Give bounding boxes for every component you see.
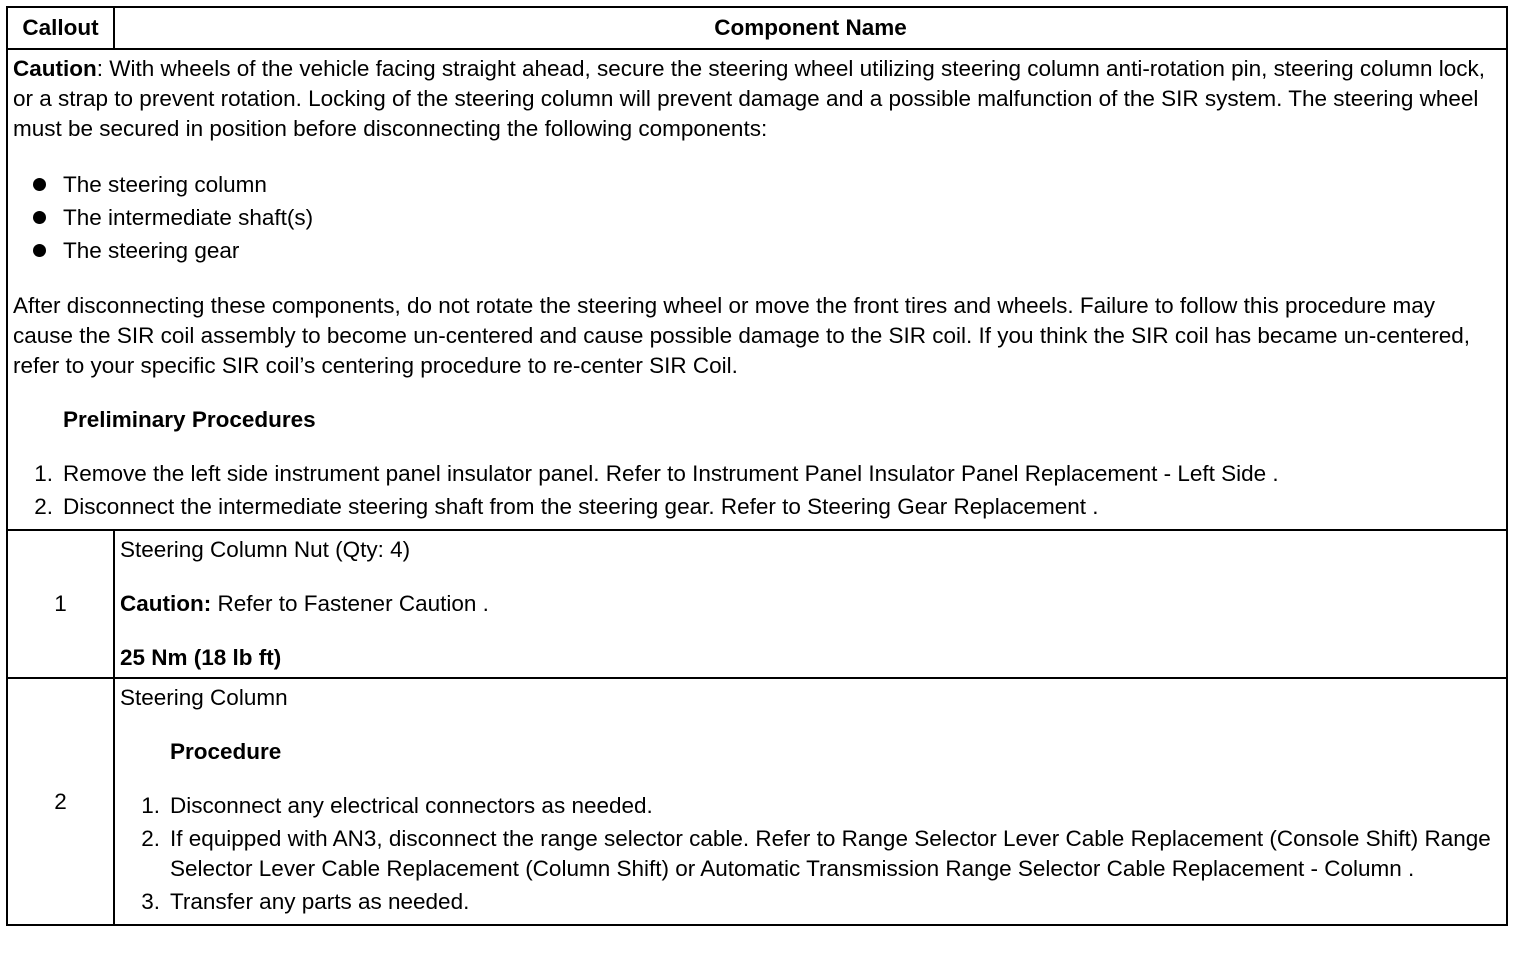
caution-after-paragraph: After disconnecting these components, do not rotate the steering wheel or move the front tires and wheels. Failure to follow this procedure may cause the SIR coil assembly to become un-centered and cause possible damage to the SIR coil. If you think the SIR coil has became un-centered, refer to your specific SIR coil’s centering procedure to re-center SIR Coil. xyxy=(13,293,1471,378)
procedure-heading: Procedure xyxy=(170,739,282,764)
step-text: Transfer any parts as needed. xyxy=(170,889,470,914)
list-item xyxy=(13,492,1500,522)
callout-table xyxy=(6,6,1508,926)
caution-label: Caution xyxy=(13,56,97,81)
callout-number: 2 xyxy=(7,678,114,925)
caution-row xyxy=(7,49,1507,530)
list-item: The steering gear xyxy=(13,234,1500,267)
step-text: If equipped with AN3, disconnect the range selector cable. Refer to Range Selector Lever Cable Replacement (Console Shift) Range Selector Lever Cable Replacement (Column Shift) or Automatic Transmission Range Selector Cable Replacement - Column . xyxy=(170,826,1491,881)
torque-spec xyxy=(120,643,1500,673)
torque-value: 25 Nm (18 lb ft) xyxy=(120,645,282,670)
preliminary-procedures-heading: Preliminary Procedures xyxy=(63,407,316,432)
preliminary-steps-list xyxy=(13,459,1500,522)
step-text: Disconnect the intermediate steering shaft from the steering gear. Refer to Steering Gear Replacement . xyxy=(63,494,1099,519)
step-number: 3. xyxy=(141,889,160,914)
caution-text: : With wheels of the vehicle facing straight ahead, secure the steering wheel utilizing steering column anti-rotation pin, steering column lock, or a strap to prevent rotation. Locking of the steering column will prevent damage and a possible malfunction of the SIR system. The steering wheel must be secured in position before disconnecting the following components: xyxy=(13,56,1485,141)
table-row xyxy=(7,530,1507,678)
table-row xyxy=(7,678,1507,925)
procedure-steps-list xyxy=(120,791,1500,917)
caution-text: Refer to Fastener Caution . xyxy=(211,591,489,616)
header-row xyxy=(7,7,1507,49)
list-item: The steering column xyxy=(13,168,1500,201)
component-name: Steering Column Nut (Qty: 4) xyxy=(120,537,411,562)
step-text: Disconnect any electrical connectors as needed. xyxy=(170,793,653,818)
caution-paragraph xyxy=(13,54,1500,144)
step-number: 2. xyxy=(34,494,53,519)
list-item: The intermediate shaft(s) xyxy=(13,201,1500,234)
component-name-header: Component Name xyxy=(114,7,1507,49)
component-cell xyxy=(114,678,1507,925)
callout-header: Callout xyxy=(7,7,114,49)
fastener-caution xyxy=(120,589,1500,619)
list-item xyxy=(120,887,1500,917)
step-number: 1. xyxy=(141,793,160,818)
step-number: 1. xyxy=(34,461,53,486)
caution-label: Caution: xyxy=(120,591,212,616)
caution-cell xyxy=(7,49,1507,530)
callout-number: 1 xyxy=(7,530,114,678)
list-item xyxy=(120,824,1500,884)
component-cell xyxy=(114,530,1507,678)
step-text: Remove the left side instrument panel insulator panel. Refer to Instrument Panel Insulator Panel Replacement - Left Side . xyxy=(63,461,1279,486)
component-name: Steering Column xyxy=(120,685,288,710)
step-number: 2. xyxy=(141,826,160,851)
list-item xyxy=(13,459,1500,489)
list-item xyxy=(120,791,1500,821)
caution-bullet-list xyxy=(13,168,1500,267)
